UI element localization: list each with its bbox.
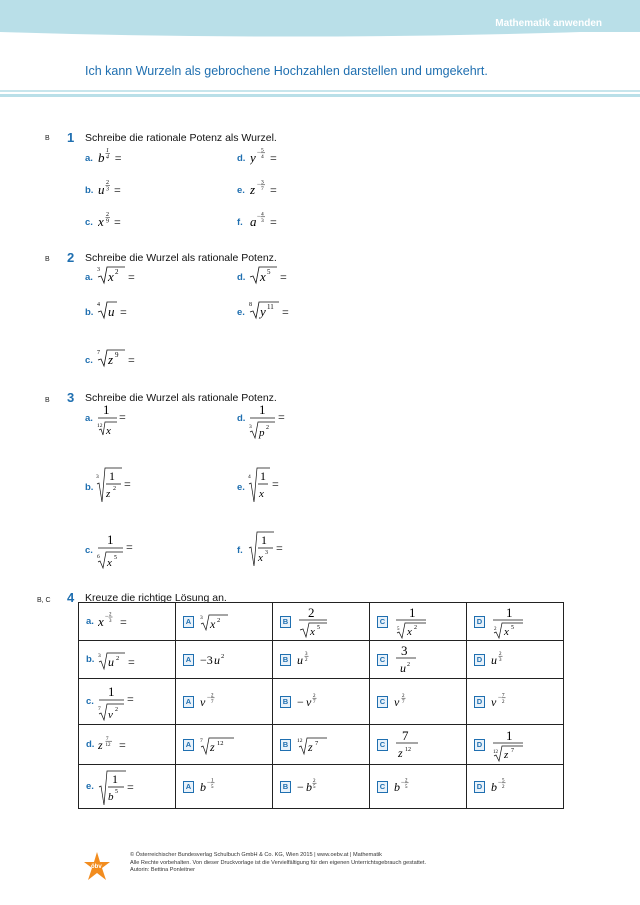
svg-text:z: z <box>106 488 111 500</box>
svg-text:5: 5 <box>114 788 118 795</box>
svg-text:b: b <box>306 779 312 794</box>
svg-text:v: v <box>491 694 497 709</box>
svg-text:1: 1 <box>107 532 114 547</box>
svg-text:z: z <box>308 739 313 754</box>
task1-level: B <box>45 135 50 142</box>
svg-text:7: 7 <box>511 747 514 754</box>
svg-text:1: 1 <box>260 469 266 483</box>
answer-table <box>78 602 564 809</box>
option-badge[interactable]: A <box>183 696 194 708</box>
svg-text:2: 2 <box>266 425 269 431</box>
svg-text:x: x <box>258 552 263 564</box>
svg-text:12: 12 <box>297 737 303 744</box>
svg-text:2: 2 <box>217 616 221 624</box>
svg-text:3: 3 <box>108 618 112 624</box>
section-label: Mathematik anwenden <box>495 18 602 29</box>
task2-level: B <box>45 256 50 263</box>
svg-text:u: u <box>400 660 406 675</box>
option-d-cell[interactable] <box>467 765 564 809</box>
svg-text:2: 2 <box>113 486 116 492</box>
option-badge[interactable]: D <box>474 781 485 793</box>
task1-expr-c <box>98 210 138 237</box>
task3-label-d: d. <box>237 413 246 424</box>
svg-text:7: 7 <box>402 699 405 705</box>
row-label: e. <box>86 781 94 792</box>
option-badge[interactable]: B <box>280 781 291 793</box>
svg-text:4: 4 <box>106 154 109 161</box>
task1-label-b: b. <box>85 185 94 196</box>
svg-text:5: 5 <box>405 784 408 790</box>
svg-text:−: − <box>207 779 211 786</box>
svg-text:2: 2 <box>313 693 316 699</box>
svg-text:4: 4 <box>97 302 100 308</box>
task1-expr-b <box>98 178 138 205</box>
svg-text:2: 2 <box>308 604 315 620</box>
svg-text:=: = <box>270 215 277 229</box>
svg-text:1: 1 <box>106 148 109 154</box>
option-d-cell[interactable] <box>467 641 564 679</box>
task2-label-a: a. <box>85 272 93 283</box>
svg-text:a: a <box>250 214 257 229</box>
svg-text:7: 7 <box>313 699 316 705</box>
task3-expr-a <box>97 400 137 445</box>
option-badge[interactable]: B <box>280 616 291 628</box>
task2-expr-b <box>97 297 147 326</box>
svg-text:u: u <box>214 652 220 667</box>
task3-label-a: a. <box>85 413 93 424</box>
svg-text:1: 1 <box>107 683 115 699</box>
svg-text:7: 7 <box>200 737 203 744</box>
option-a-cell[interactable] <box>176 679 273 725</box>
svg-text:−: − <box>498 694 502 701</box>
task2-number: 2 <box>67 250 75 265</box>
task2-label-c: c. <box>85 355 93 366</box>
option-b-cell[interactable] <box>273 603 370 641</box>
option-badge[interactable]: A <box>183 781 194 793</box>
task2-expr-c <box>97 345 147 374</box>
svg-text:−: − <box>297 779 304 794</box>
task3-expr-c <box>97 530 143 577</box>
svg-text:u: u <box>108 654 115 669</box>
svg-text:=: = <box>128 654 136 669</box>
svg-text:−3: −3 <box>200 652 213 667</box>
svg-text:2: 2 <box>502 784 505 790</box>
table-row <box>79 641 564 679</box>
question-cell <box>79 603 176 641</box>
task1-expr-e <box>250 178 290 205</box>
option-d-cell[interactable] <box>467 725 564 765</box>
task3-expr-f <box>248 528 294 575</box>
svg-text:8: 8 <box>249 302 252 308</box>
option-c-cell[interactable] <box>370 641 467 679</box>
svg-text:12: 12 <box>97 423 103 429</box>
option-badge[interactable]: D <box>474 654 485 666</box>
svg-text:1: 1 <box>261 533 267 547</box>
option-d-cell[interactable] <box>467 679 564 725</box>
task2-instruction: Schreibe die Wurzel als rationale Potenz. <box>85 252 277 264</box>
svg-text:u: u <box>297 652 303 667</box>
svg-text:7: 7 <box>211 699 214 705</box>
svg-text:=: = <box>128 270 135 284</box>
option-badge[interactable]: D <box>474 739 485 751</box>
svg-text:5: 5 <box>114 555 117 561</box>
svg-text:=: = <box>114 151 123 165</box>
svg-text:z: z <box>250 182 256 197</box>
task3-label-e: e. <box>237 482 245 493</box>
svg-text:−: − <box>498 779 502 786</box>
svg-text:y: y <box>250 150 256 165</box>
svg-text:3: 3 <box>200 614 203 621</box>
svg-text:3: 3 <box>97 267 100 273</box>
table-row <box>79 603 564 641</box>
svg-text:7: 7 <box>261 186 264 192</box>
svg-text:=: = <box>126 691 134 706</box>
task1-label-d: d. <box>237 153 246 164</box>
task1-label-a: a. <box>85 153 93 164</box>
option-badge[interactable]: B <box>280 654 291 666</box>
svg-text:−: − <box>401 779 405 786</box>
svg-text:12: 12 <box>217 739 224 747</box>
svg-text:7: 7 <box>106 736 109 742</box>
task2-label-e: e. <box>237 307 245 318</box>
svg-text:−: − <box>207 694 211 701</box>
footer-copyright: © Österreichischer Bundesverlag Schulbuch GmbH & Co. KG, Wien 2015 | www.oebv.at | Mathematik <box>130 852 382 858</box>
svg-text:=: = <box>278 410 285 424</box>
option-badge[interactable]: C <box>377 781 388 793</box>
svg-text:=: = <box>119 410 126 424</box>
task1-instruction: Schreibe die rationale Potenz als Wurzel. <box>85 132 277 144</box>
svg-text:1: 1 <box>111 771 118 786</box>
svg-text:4: 4 <box>261 211 264 218</box>
svg-text:b: b <box>107 790 114 803</box>
task2-label-b: b. <box>85 307 94 318</box>
option-a-cell[interactable] <box>176 765 273 809</box>
svg-text:p: p <box>259 427 265 439</box>
svg-text:z: z <box>108 352 114 367</box>
task1-label-e: e. <box>237 185 245 196</box>
task2-expr-a <box>97 262 147 291</box>
svg-text:2: 2 <box>313 778 316 784</box>
svg-text:3: 3 <box>261 179 264 186</box>
table-row <box>79 765 564 809</box>
task1-expr-f <box>250 210 290 237</box>
option-d-cell[interactable] <box>467 603 564 641</box>
svg-text:=: = <box>276 541 283 555</box>
svg-text:1: 1 <box>506 604 513 620</box>
svg-text:12: 12 <box>405 746 411 753</box>
option-badge[interactable]: D <box>474 616 485 628</box>
svg-text:x: x <box>108 269 114 284</box>
svg-text:x: x <box>259 488 264 500</box>
svg-text:5: 5 <box>313 784 316 790</box>
option-badge[interactable]: C <box>377 696 388 708</box>
task1-expr-a <box>98 146 138 172</box>
task3-instruction: Schreibe die Wurzel als rationale Potenz. <box>85 392 277 404</box>
svg-text:2: 2 <box>116 654 120 662</box>
svg-text:b: b <box>200 779 206 794</box>
svg-text:x: x <box>407 625 412 638</box>
svg-text:b: b <box>491 779 497 794</box>
task2-expr-d <box>249 262 299 291</box>
svg-text:2: 2 <box>502 699 505 705</box>
svg-text:1: 1 <box>409 604 416 620</box>
svg-text:=: = <box>280 270 287 284</box>
option-c-cell[interactable] <box>370 679 467 725</box>
svg-text:2: 2 <box>402 693 405 699</box>
svg-text:v: v <box>200 694 206 709</box>
row-label: d. <box>86 739 95 750</box>
svg-text:v: v <box>107 708 113 721</box>
svg-text:u: u <box>491 652 497 667</box>
svg-text:x: x <box>504 625 509 638</box>
svg-text:x: x <box>210 616 216 631</box>
svg-text:y: y <box>260 304 266 319</box>
task1-label-c: c. <box>85 217 93 228</box>
svg-text:=: = <box>114 215 121 229</box>
task2-label-d: d. <box>237 272 246 283</box>
svg-text:9: 9 <box>115 351 119 359</box>
svg-text:2: 2 <box>414 624 417 631</box>
task4-instruction: Kreuze die richtige Lösung an. <box>85 592 227 604</box>
svg-text:4: 4 <box>261 154 264 160</box>
learning-goal: Ich kann Wurzeln als gebrochene Hochzahlen darstellen und umgekehrt. <box>85 64 488 78</box>
svg-text:2: 2 <box>494 626 497 632</box>
svg-text:u: u <box>108 304 115 319</box>
svg-text:3: 3 <box>401 642 408 658</box>
svg-text:2: 2 <box>115 268 119 276</box>
task3-level: B <box>45 397 50 404</box>
option-badge[interactable]: A <box>183 739 194 751</box>
option-a-cell[interactable] <box>176 603 273 641</box>
svg-text:=: = <box>126 779 134 794</box>
svg-text:5: 5 <box>317 624 320 631</box>
svg-text:=: = <box>119 737 127 752</box>
task3-label-f: f. <box>237 545 243 556</box>
option-b-cell[interactable] <box>273 765 370 809</box>
question-cell <box>79 641 176 679</box>
svg-text:7: 7 <box>97 350 100 356</box>
row-label: b. <box>86 654 95 665</box>
task3-expr-d <box>249 400 295 447</box>
svg-text:x: x <box>97 613 104 629</box>
svg-text:4: 4 <box>248 474 251 480</box>
svg-text:=: = <box>270 183 277 197</box>
svg-text:2: 2 <box>221 652 225 660</box>
publisher-logo <box>82 850 112 889</box>
svg-text:=: = <box>272 477 279 491</box>
svg-text:7: 7 <box>97 705 101 712</box>
svg-text:3: 3 <box>249 424 252 430</box>
svg-text:5: 5 <box>211 784 214 790</box>
svg-text:5: 5 <box>502 778 505 783</box>
svg-text:2: 2 <box>405 778 408 783</box>
svg-text:1: 1 <box>259 402 266 417</box>
svg-text:−: − <box>257 150 261 156</box>
task4-level: B, C <box>37 597 51 604</box>
svg-text:2: 2 <box>211 693 214 698</box>
task1-expr-d <box>250 146 290 173</box>
svg-text:12: 12 <box>493 749 498 755</box>
task1-label-f: f. <box>237 217 243 228</box>
svg-text:−: − <box>257 214 261 220</box>
svg-text:b: b <box>98 150 105 165</box>
option-badge[interactable]: B <box>280 696 291 708</box>
svg-text:2: 2 <box>305 657 308 663</box>
option-b-cell[interactable] <box>273 679 370 725</box>
task4-number: 4 <box>67 590 75 605</box>
svg-text:3: 3 <box>261 218 264 224</box>
svg-text:5: 5 <box>397 626 400 632</box>
svg-text:5: 5 <box>261 147 264 154</box>
svg-text:v: v <box>306 694 312 709</box>
option-c-cell[interactable] <box>370 725 467 765</box>
svg-text:5: 5 <box>511 624 514 631</box>
svg-text:3: 3 <box>305 651 308 657</box>
svg-text:12: 12 <box>105 742 111 748</box>
svg-text:3: 3 <box>106 186 109 193</box>
svg-text:3: 3 <box>265 550 268 556</box>
svg-text:x: x <box>106 425 111 437</box>
option-b-cell[interactable] <box>273 725 370 765</box>
svg-text:z: z <box>210 739 215 754</box>
svg-text:=: = <box>124 477 131 491</box>
svg-text:6: 6 <box>97 554 100 560</box>
logo-text: öbv <box>91 864 102 870</box>
question-cell <box>79 679 176 725</box>
task3-expr-e <box>248 464 294 511</box>
svg-text:=: = <box>120 305 127 319</box>
svg-text:5: 5 <box>267 268 271 276</box>
svg-text:3: 3 <box>499 657 502 663</box>
svg-text:9: 9 <box>106 218 109 225</box>
svg-text:−: − <box>297 694 304 709</box>
header-band <box>0 0 640 100</box>
svg-text:−: − <box>104 613 109 620</box>
svg-text:=: = <box>119 614 127 629</box>
svg-text:2: 2 <box>108 612 112 617</box>
option-badge[interactable]: C <box>377 739 388 751</box>
option-c-cell[interactable] <box>370 603 467 641</box>
task3-expr-b <box>96 464 142 511</box>
svg-text:=: = <box>282 305 289 319</box>
svg-text:11: 11 <box>267 303 274 311</box>
question-cell <box>79 765 176 809</box>
svg-text:−: − <box>257 182 261 188</box>
svg-text:1: 1 <box>506 727 513 743</box>
option-b-cell[interactable] <box>273 641 370 679</box>
svg-text:7: 7 <box>315 739 319 747</box>
option-badge[interactable]: C <box>377 654 388 666</box>
table-row <box>79 725 564 765</box>
footer <box>130 852 426 875</box>
option-a-cell[interactable] <box>176 725 273 765</box>
svg-text:3: 3 <box>98 652 102 659</box>
svg-text:=: = <box>270 151 277 165</box>
svg-text:x: x <box>310 625 315 638</box>
svg-text:2: 2 <box>407 661 410 668</box>
svg-text:z: z <box>504 748 509 761</box>
option-a-cell[interactable] <box>176 641 273 679</box>
task3-number: 3 <box>67 390 75 405</box>
svg-text:3: 3 <box>96 474 99 480</box>
svg-text:v: v <box>394 694 400 709</box>
svg-text:1: 1 <box>211 778 214 783</box>
svg-text:b: b <box>394 779 400 794</box>
svg-text:=: = <box>114 183 121 197</box>
svg-text:x: x <box>107 557 112 569</box>
footer-author: Autorin: Bettina Ponleitner <box>130 867 195 873</box>
svg-text:z: z <box>98 737 104 752</box>
option-c-cell[interactable] <box>370 765 467 809</box>
option-badge[interactable]: A <box>183 654 194 666</box>
svg-text:x: x <box>98 214 104 229</box>
svg-text:2: 2 <box>499 651 502 657</box>
row-label: a. <box>86 616 94 627</box>
task1-number: 1 <box>67 130 75 145</box>
svg-text:u: u <box>98 182 105 197</box>
svg-text:1: 1 <box>109 469 115 483</box>
svg-text:=: = <box>126 540 133 554</box>
option-badge[interactable]: C <box>377 616 388 628</box>
svg-text:1: 1 <box>103 402 110 417</box>
footer-rights: Alle Rechte vorbehalten. Von dieser Druckvorlage ist die Vervielfältigung für den eigenen Unterrichtsgebrauch gestattet. <box>130 859 427 866</box>
svg-text:2: 2 <box>114 706 118 713</box>
option-badge[interactable]: D <box>474 696 485 708</box>
svg-text:2: 2 <box>106 212 109 218</box>
task2-expr-e <box>249 297 299 326</box>
table-row <box>79 679 564 725</box>
option-badge[interactable]: A <box>183 616 194 628</box>
task3-label-c: c. <box>85 545 93 556</box>
svg-text:x: x <box>260 269 266 284</box>
svg-text:7: 7 <box>402 727 409 743</box>
svg-text:2: 2 <box>106 180 109 186</box>
svg-text:z: z <box>398 745 403 760</box>
svg-text:=: = <box>128 353 135 367</box>
svg-text:7: 7 <box>502 693 505 698</box>
question-cell <box>79 725 176 765</box>
task3-label-b: b. <box>85 482 94 493</box>
option-badge[interactable]: B <box>280 739 291 751</box>
row-label: c. <box>86 696 94 707</box>
